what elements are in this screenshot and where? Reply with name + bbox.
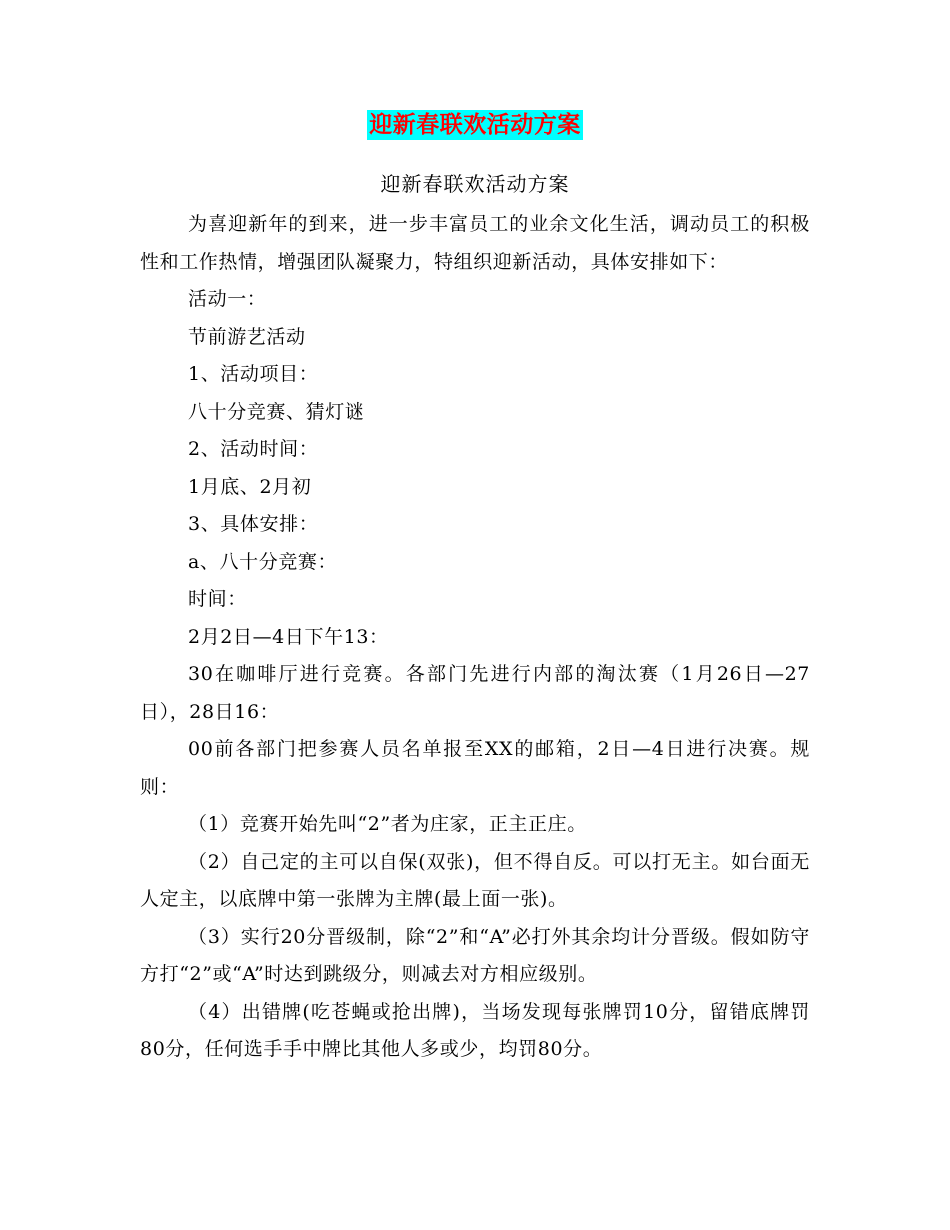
paragraph-deadline: 00前各部门把参赛人员名单报至XX的邮箱，2日—4日进行决赛。规则： bbox=[140, 738, 810, 798]
title-wrapper bbox=[0, 110, 950, 140]
paragraph-activity-one: 活动一： bbox=[188, 288, 267, 310]
paragraph-rule-2: （2）自己定的主可以自保(双张)，但不得自反。可以打无主。如台面无人定主，以底牌中第一张牌为主牌(最上面一张)。 bbox=[140, 850, 810, 910]
paragraph-rule-4: （4）出错牌(吃苍蝇或抢出牌)，当场发现每张牌罚10分，留错底牌罚80分，任何选手手中牌比其他人多或少，均罚80分。 bbox=[140, 1000, 810, 1060]
paragraph-intro: 为喜迎新年的到来，进一步丰富员工的业余文化生活，调动员工的积极性和工作热情，增强团队凝聚力，特组织迎新活动，具体安排如下： bbox=[140, 213, 810, 273]
paragraph-date-range: 2月2日—4日下午13： bbox=[188, 625, 389, 648]
document-body bbox=[140, 206, 810, 1069]
document-subtitle: 迎新春联欢活动方案 bbox=[380, 172, 570, 196]
paragraph-rule-3: （3）实行20分晋级制，除“2”和“A”必打外其余均计分晋级。假如防守方打“2”或“A”时达到跳级分，则减去对方相应级别。 bbox=[140, 925, 810, 985]
paragraph-competition-heading: a、八十分竞赛： bbox=[188, 550, 338, 573]
document-title: 迎新春联欢活动方案 bbox=[369, 111, 581, 138]
paragraph-arrangement-heading: 3、具体安排： bbox=[188, 513, 319, 535]
paragraph-item-list: 八十分竞赛、猜灯谜 bbox=[188, 400, 365, 423]
paragraph-venue: 30在咖啡厅进行竞赛。各部门先进行内部的淘汰赛（1月26日—27日），28日16： bbox=[140, 663, 810, 723]
paragraph-activity-name: 节前游艺活动 bbox=[188, 325, 306, 348]
paragraph-rule-1: （1）竞赛开始先叫“2”者为庄家，正主正庄。 bbox=[188, 813, 587, 835]
paragraph-time-label: 时间： bbox=[188, 588, 247, 610]
paragraph-time-heading: 2、活动时间： bbox=[188, 438, 319, 460]
paragraph-time-value: 1月底、2月初 bbox=[188, 475, 312, 498]
paragraph-item-heading: 1、活动项目： bbox=[188, 363, 319, 385]
